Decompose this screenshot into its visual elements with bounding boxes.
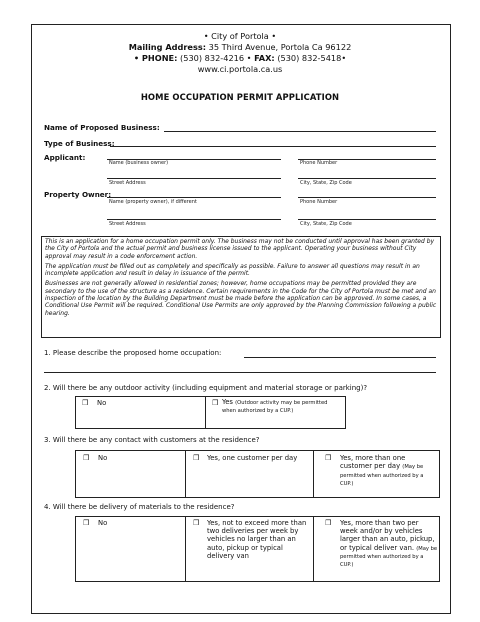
business-type-label: Type of Business: bbox=[44, 139, 115, 148]
applicant-label: Applicant: bbox=[44, 153, 86, 162]
q3-more-label: Yes, more than one customer per day bbox=[340, 454, 406, 471]
q3-divider-2 bbox=[313, 450, 314, 498]
q3-one-checkbox[interactable]: ❒ bbox=[193, 454, 200, 462]
mailing-address bbox=[0, 42, 480, 53]
applicant-street-field[interactable] bbox=[107, 178, 281, 179]
q2-no-label: No bbox=[97, 399, 107, 407]
q3-more-option bbox=[340, 454, 436, 487]
q4-more-label: Yes, more than two per week and/or by vehicles larger than an auto, pickup, or typical deliver van. bbox=[340, 519, 435, 552]
owner-street-field[interactable] bbox=[107, 219, 281, 220]
q3-divider-1 bbox=[185, 450, 186, 498]
property-owner-label: Property Owner: bbox=[44, 190, 112, 199]
business-type-field[interactable] bbox=[110, 146, 436, 147]
q1-answer-line-1[interactable] bbox=[244, 357, 436, 358]
question-4: 4. Will there be delivery of materials to the residence? bbox=[44, 503, 235, 511]
business-name-label: Name of Proposed Business: bbox=[44, 123, 160, 132]
q4-divider-2 bbox=[313, 516, 314, 582]
city-name: • City of Portola • bbox=[203, 31, 277, 41]
q4-two-label: Yes, not to exceed more than two deliveries per week by vehicles no larger than an auto, pickup or typical delivery van bbox=[207, 519, 307, 560]
owner-name-caption: Name (property owner), if different bbox=[109, 199, 197, 205]
question-3: 3. Will there be any contact with customers at the residence? bbox=[44, 436, 260, 444]
owner-phone-field[interactable] bbox=[298, 197, 436, 198]
q2-no-cell bbox=[75, 396, 206, 429]
q2-yes-note: (Outdoor activity may be permitted when authorized by a CUP.) bbox=[222, 400, 328, 415]
info-paragraph-2: The application must be filled out as completely and specifically as possible. Failure to answer all questions may result in an incomplete application and result in delay in issuance of the permit. bbox=[45, 262, 420, 278]
q4-more-option bbox=[340, 519, 438, 569]
mailing-address-value: 35 Third Avenue, Portola Ca 96122 bbox=[208, 42, 352, 52]
q3-more-checkbox[interactable]: ❒ bbox=[325, 454, 332, 462]
q4-divider-1 bbox=[185, 516, 186, 582]
q4-no-label: No bbox=[98, 519, 108, 527]
question-1: 1. Please describe the proposed home occupation: bbox=[44, 349, 222, 357]
q4-no-checkbox[interactable]: ❒ bbox=[83, 519, 90, 527]
question-2: 2. Will there be any outdoor activity (including equipment and material storage or parking)? bbox=[44, 384, 368, 392]
owner-city-field[interactable] bbox=[298, 219, 436, 220]
fax-label: FAX: bbox=[254, 53, 275, 63]
applicant-phone-caption: Phone Number bbox=[300, 160, 338, 166]
q4-more-checkbox[interactable]: ❒ bbox=[325, 519, 332, 527]
contact-numbers bbox=[0, 53, 480, 64]
q3-no-checkbox[interactable]: ❒ bbox=[83, 454, 90, 462]
q1-answer-line-2[interactable] bbox=[44, 372, 436, 373]
owner-name-field[interactable] bbox=[107, 197, 281, 198]
form-title: HOME OCCUPATION PERMIT APPLICATION bbox=[140, 92, 340, 102]
website: www.ci.portola.ca.us bbox=[197, 64, 283, 74]
info-paragraph-1: This is an application for a home occupation permit only. The business may not be conducted until approval has been granted by the City of Portola and the actual permit and business license issued to the applicant. Operating your business without City approval may result in a code enforcement action. bbox=[45, 238, 435, 260]
q4-two-checkbox[interactable]: ❒ bbox=[193, 519, 200, 527]
applicant-name-caption: Name (business owner) bbox=[109, 160, 169, 166]
applicant-city-caption: City, State, Zip Code bbox=[300, 180, 352, 186]
applicant-street-caption: Street Address bbox=[109, 180, 146, 186]
q2-no-checkbox[interactable]: ❒ bbox=[82, 399, 89, 407]
info-notice bbox=[41, 236, 441, 338]
q2-yes-label: Yes bbox=[222, 398, 233, 406]
info-paragraph-3: Businesses are not generally allowed in residential zones; however, home occupations may be permitted provided they are secondary to the use of the structure as a residence. Certain requirements in the Code for the City of Portola must be met and an inspection of the location by the Building Department must be made before the application can be approved. In some cases, a Conditional Use Permit will be required. Conditional Use Permits are only approved by the Planning Commission following a public hearing. bbox=[45, 280, 437, 317]
business-name-field[interactable] bbox=[164, 131, 436, 132]
applicant-city-field[interactable] bbox=[298, 178, 436, 179]
q2-yes-checkbox[interactable]: ❒ bbox=[212, 399, 219, 407]
q3-no-label: No bbox=[98, 454, 108, 462]
mailing-address-label: Mailing Address: bbox=[128, 42, 207, 52]
phone-value: (530) 832-4216 • bbox=[180, 53, 252, 63]
q3-one-label: Yes, one customer per day bbox=[207, 454, 298, 462]
owner-city-caption: City, State, Zip Code bbox=[300, 221, 352, 227]
fax-value: (530) 832-5418• bbox=[277, 53, 347, 63]
q2-yes-option bbox=[222, 398, 340, 415]
phone-label: • PHONE: bbox=[133, 53, 178, 63]
q3-more-note: (May be permitted when authorized by a CUP.) bbox=[340, 464, 424, 488]
owner-street-caption: Street Address bbox=[109, 221, 146, 227]
owner-phone-caption: Phone Number bbox=[300, 199, 338, 205]
q4-more-note: (May be permitted when authorized by a CUP.) bbox=[340, 545, 438, 569]
